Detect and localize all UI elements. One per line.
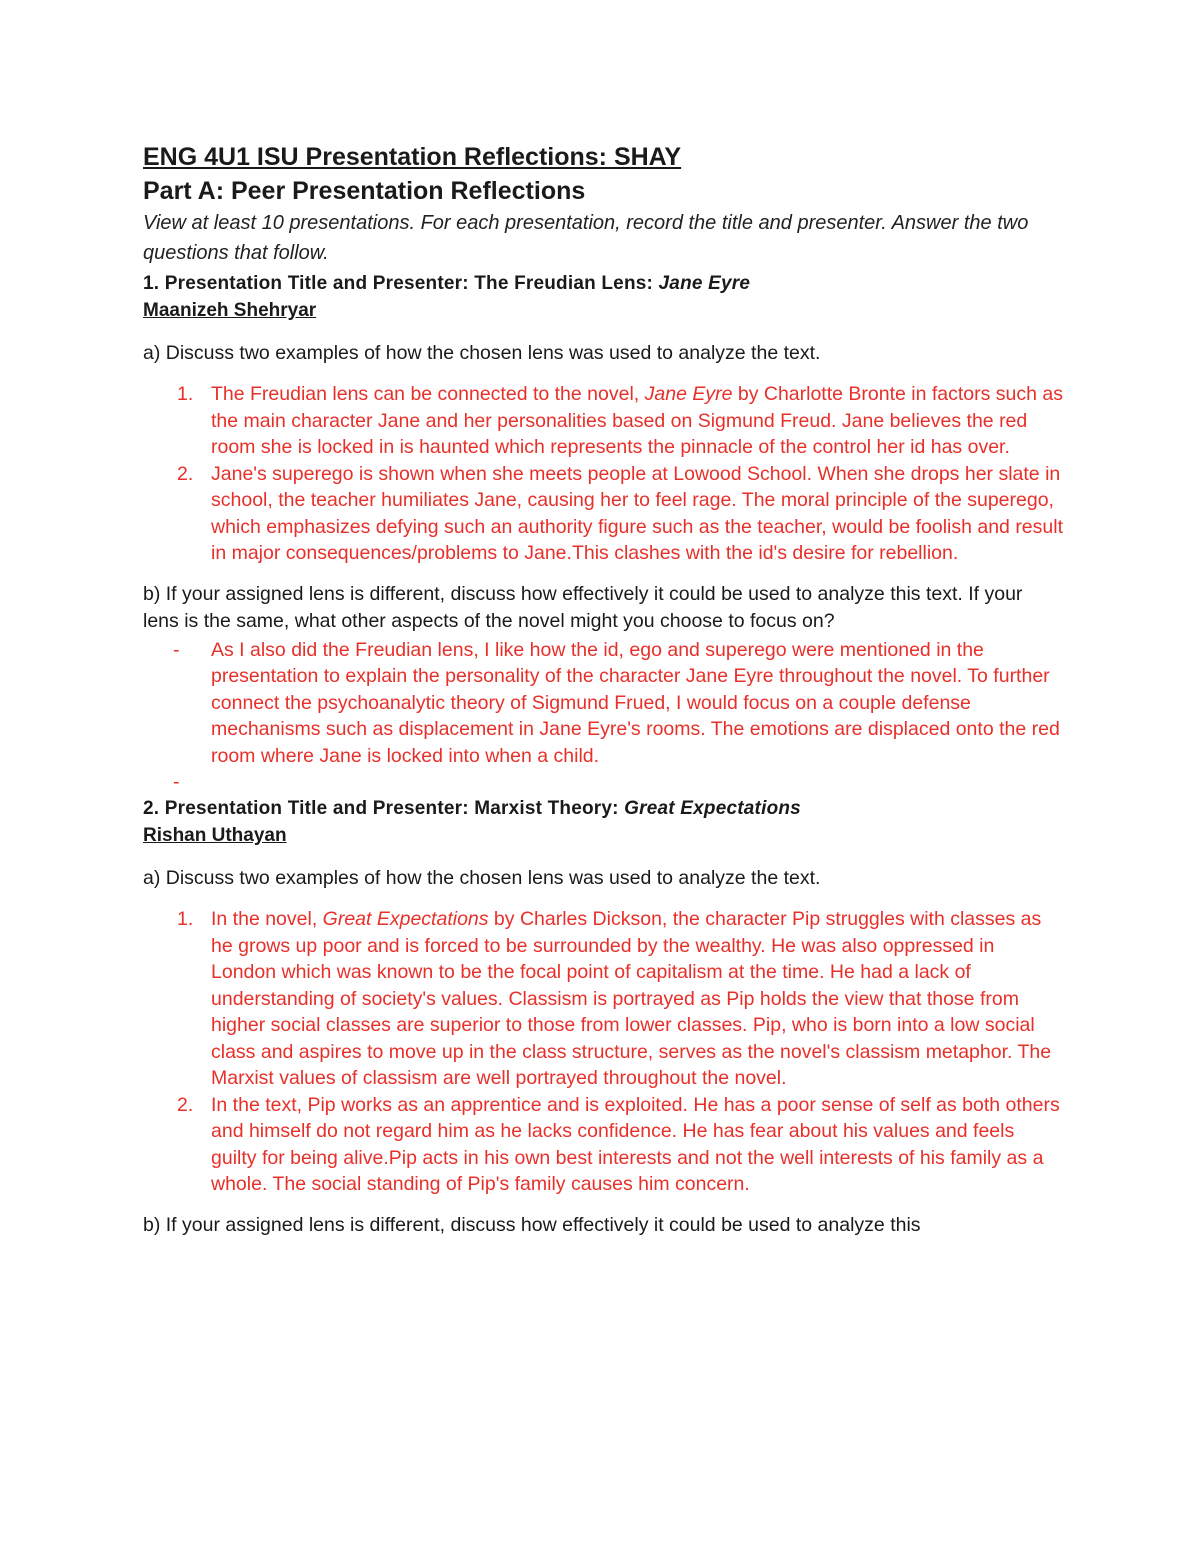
question-b: b) If your assigned lens is different, discuss how effectively it could be used to analyze this (143, 1213, 921, 1236)
answers-a-list (143, 381, 1063, 567)
answer-text: In the text, Pip works as an apprentice and is exploited. He has a poor sense of self as both others and himself do not regard him as he lacks confidence. He has fear about his values and feels guilty for being alive.Pip acts in his own best interests and not the well interests of his family as a whole. The social standing of Pip's family causes him concern. (211, 1093, 1060, 1195)
presentation-heading (143, 270, 1063, 297)
presentation-1 (143, 270, 1063, 795)
presenter-name: Maanizeh Shehryar (143, 300, 317, 321)
list-number: 2. (177, 462, 194, 485)
answer-work-title: Jane Eyre (644, 383, 733, 405)
presentation-heading (143, 795, 1063, 822)
part-title: Part A: Peer Presentation Reflections (143, 177, 586, 205)
list-dash: - (173, 771, 180, 793)
instructions: View at least 10 presentations. For each presentation, record the title and presenter. Answer the two questions that follow. (143, 212, 1029, 264)
presentation-work-title: Jane Eyre (658, 273, 751, 294)
list-item (143, 461, 1063, 567)
answer-text: Jane's superego is shown when she meets people at Lowood School. When she drops her slate in school, the teacher humiliates Jane, causing her to feel rage. The moral principle of the superego, which emphasizes defying such an authority figure such as the teacher, would be foolish and result in major consequences/problems to Jane.This clashes with the id's desire for rebellion. (211, 462, 1064, 564)
answers-a-list (143, 906, 1063, 1198)
question-a: a) Discuss two examples of how the chosen lens was used to analyze the text. (143, 342, 821, 364)
list-item (143, 1092, 1063, 1198)
answer-text: The Freudian lens can be connected to the novel, (211, 383, 645, 405)
document-page (143, 140, 1063, 1241)
document-title: ENG 4U1 ISU Presentation Reflections: SHAY (143, 143, 682, 171)
answer-text-continued: by Charlotte Bronte in factors such as the main character Jane and her personalities based on Sigmund Freud. Jane believes the red room she is locked in is haunted which represents the pinnacle of the control her id has over. (211, 383, 1064, 458)
answer-work-title: Great Expectations (322, 908, 489, 930)
answer-text: As I also did the Freudian lens, I like how the id, ego and superego were mentioned in the presentation to explain the personality of the character Jane Eyre throughout the novel. To further connect the psychoanalytic theory of Sigmund Frued, I would focus on a couple defense mechanisms such as displacement in Jane Eyre's rooms. The emotions are displaced onto the red room where Jane is locked into when a child. (211, 638, 1060, 767)
list-item (143, 381, 1063, 461)
presentation-heading-prefix: 2. Presentation Title and Presenter: Marxist Theory: (143, 798, 625, 819)
list-dash: - (173, 638, 180, 661)
list-number: 1. (177, 908, 194, 930)
presenter-name: Rishan Uthayan (143, 825, 287, 846)
presentation-2 (143, 795, 1063, 1239)
answer-text-continued: by Charles Dickson, the character Pip struggles with classes as he grows up poor and is forced to be surrounded by the wealthy. He was also oppressed in London which was known to be the focal point of capitalism at the time. He had a lack of understanding of society's values. Classism is portrayed as Pip holds the view that those from higher social classes are superior to those from lower classes. Pip, who is born into a low social class and aspires to move up in the class structure, serves as the novel's classism metaphor. The Marxist values of classism are well portrayed throughout the novel. (211, 908, 1052, 1089)
question-b: b) If your assigned lens is different, discuss how effectively it could be used to analyze this text. If your lens is the same, what other aspects of the novel might you choose to focus on? (143, 582, 1023, 632)
list-number: 1. (177, 383, 194, 405)
list-item (143, 906, 1063, 1092)
list-item (143, 769, 1063, 795)
presentation-heading-prefix: 1. Presentation Title and Presenter: The Freudian Lens: (143, 273, 659, 294)
list-item (143, 637, 1063, 770)
list-number: 2. (177, 1093, 194, 1116)
presentation-work-title: Great Expectations (624, 798, 801, 819)
answers-b-list (143, 637, 1063, 796)
question-a: a) Discuss two examples of how the chosen lens was used to analyze the text. (143, 867, 821, 889)
answer-text: In the novel, (211, 908, 323, 930)
